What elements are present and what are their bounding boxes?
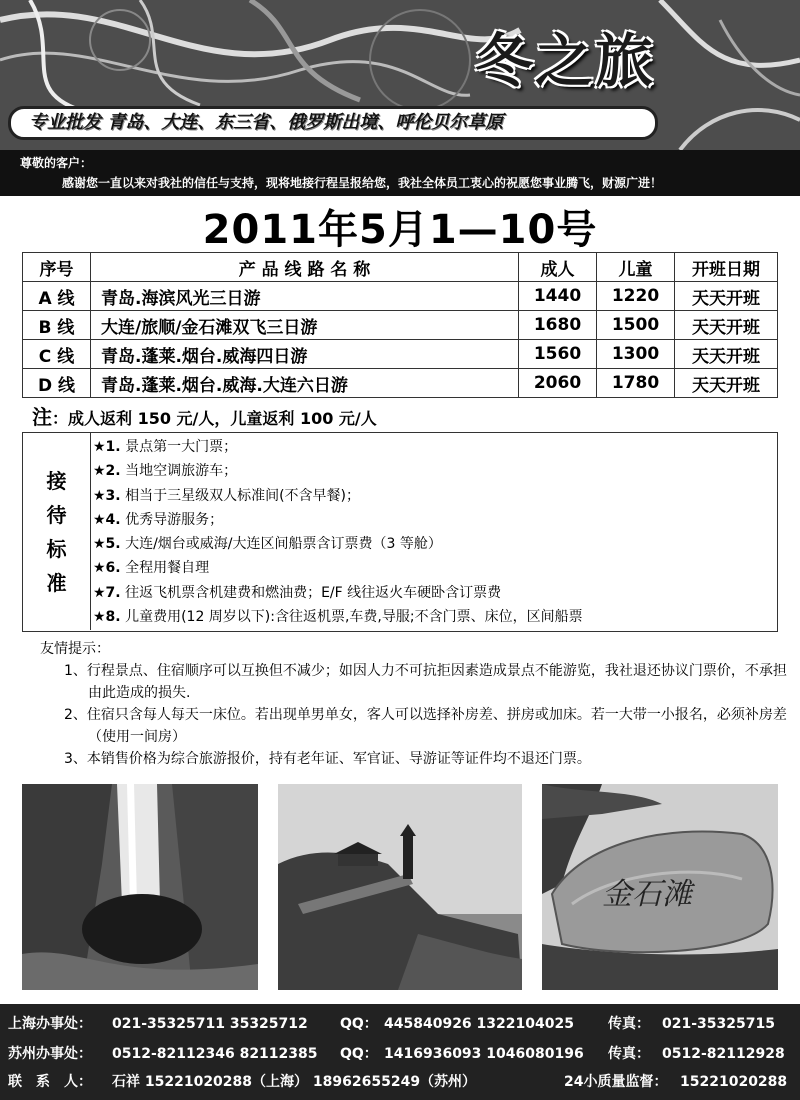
shanghai-phone: 021-35325711 35325712 xyxy=(112,1016,308,1032)
adult-price: 1560 xyxy=(519,340,597,369)
adult-price: 2060 xyxy=(519,369,597,398)
golden-pebble-beach-photo xyxy=(542,784,778,990)
item-text: 当地空调旅游车； xyxy=(120,463,238,480)
route-code: B 线 xyxy=(23,311,91,340)
item-number: ★6. xyxy=(93,560,121,577)
standards-label xyxy=(23,433,91,630)
list-item xyxy=(93,484,583,508)
note-label: 注 xyxy=(32,405,52,429)
waterfall-image xyxy=(22,784,258,990)
footer-contacts xyxy=(0,1004,800,1100)
item-text: 相当于三星级双人标准间(不含早餐)； xyxy=(120,487,360,504)
schedule: 天天开班 xyxy=(675,340,778,369)
note-text: ：成人返利 150 元/人，儿童返利 100 元/人 xyxy=(52,409,377,428)
shanghai-fax-label: 传真： xyxy=(608,1016,650,1032)
golden-pebble-beach-image xyxy=(542,784,778,990)
route-name: 青岛.蓬莱.烟台.威海.大连六日游 xyxy=(91,369,519,398)
standards-label-char: 待 xyxy=(46,502,67,527)
tip-item: 2、住宿只含每人每天一床位。若出现单男单女，客人可以选择补房差、拼房或加床。若一大带一小报名，必须补房差（使用一间房） xyxy=(64,707,787,745)
item-number: ★8. xyxy=(93,609,121,626)
standards-label-char: 标 xyxy=(46,536,67,561)
tips-title: 友情提示： xyxy=(40,641,110,657)
item-text: 优秀导游服务； xyxy=(120,511,224,528)
suzhou-qq-label: QQ： xyxy=(340,1046,378,1062)
coastal-fort-photo xyxy=(278,784,522,990)
route-code: C 线 xyxy=(23,340,91,369)
list-item xyxy=(93,459,583,483)
list-item xyxy=(93,508,583,532)
list-item xyxy=(93,605,583,629)
route-name: 青岛.海滨风光三日游 xyxy=(91,282,519,311)
table-row xyxy=(23,369,778,398)
child-price: 1500 xyxy=(597,311,675,340)
tip-item: 3、本销售价格为综合旅游报价，持有老年证、军官证、导游证等证件均不退还门票。 xyxy=(64,751,591,767)
route-name: 青岛.蓬莱.烟台.威海四日游 xyxy=(91,340,519,369)
coastal-fort-image xyxy=(278,784,522,990)
suzhou-qq: 1416936093 1046080196 xyxy=(384,1046,584,1062)
item-text: 往返飞机票含机建费和燃油费；E/F 线往返火车硬卧含订票费 xyxy=(120,584,502,601)
route-code: D 线 xyxy=(23,369,91,398)
item-text: 景点第一大门票； xyxy=(120,439,238,455)
header-name: 产 品 线 路 名 称 xyxy=(91,253,519,282)
child-price: 1300 xyxy=(597,340,675,369)
header xyxy=(0,0,800,150)
rock-inscription: 金石滩 xyxy=(602,877,692,912)
table-row xyxy=(23,340,778,369)
standards-label-char: 准 xyxy=(46,570,67,595)
shanghai-qq-label: QQ： xyxy=(340,1016,378,1032)
route-code: A 线 xyxy=(23,282,91,311)
business-banner: 专业批发 青岛、大连、东三省、俄罗斯出境、呼伦贝尔草原 xyxy=(8,106,658,140)
waterfall-photo xyxy=(22,784,258,990)
item-text: 全程用餐自理 xyxy=(120,560,210,577)
list-item xyxy=(93,435,583,459)
header-child: 儿童 xyxy=(597,253,675,282)
item-number: ★7. xyxy=(93,584,121,601)
header-schedule: 开班日期 xyxy=(675,253,778,282)
price-table xyxy=(22,252,778,398)
item-number: ★4. xyxy=(93,511,121,528)
child-price: 1220 xyxy=(597,282,675,311)
rebate-note xyxy=(22,402,778,432)
item-number: ★5. xyxy=(93,536,121,553)
schedule: 天天开班 xyxy=(675,369,778,398)
list-item xyxy=(93,532,583,556)
shanghai-label: 上海办事处： xyxy=(8,1016,92,1032)
item-text: 大连/烟台或威海/大连区间船票含订票费（3 等舱） xyxy=(120,536,442,553)
list-item xyxy=(93,556,583,580)
supervise-phone: 15221020288 xyxy=(680,1074,788,1090)
table-header-row xyxy=(23,253,778,282)
greeting-salutation: 尊敬的客户： xyxy=(20,156,93,170)
greeting-message: 感谢您一直以来对我社的信任与支持，现将地接行程呈报给您，我社全体员工衷心的祝愿您事业腾飞，财源广进！ xyxy=(62,176,663,190)
table-row xyxy=(23,311,778,340)
item-number: ★3. xyxy=(93,487,121,504)
item-text: 儿童费用(12 周岁以下):含往返机票,车费,导服;不含门票、床位，区间船票 xyxy=(120,609,583,626)
item-number: ★1. xyxy=(93,439,121,455)
table-row xyxy=(23,282,778,311)
tip-item: 1、行程景点、住宿顺序可以互换但不减少；如因人力不可抗拒因素造成景点不能游览，我社退还协议门票价，不承担由此造成的损失. xyxy=(64,663,787,701)
contact-person: 石祥 15221020288（上海） 18962655249（苏州） xyxy=(112,1074,477,1090)
header-adult: 成人 xyxy=(519,253,597,282)
adult-price: 1680 xyxy=(519,311,597,340)
service-standards xyxy=(22,432,778,632)
list-item xyxy=(93,581,583,605)
adult-price: 1440 xyxy=(519,282,597,311)
header-code: 序号 xyxy=(23,253,91,282)
brand-logo: 冬之旅 xyxy=(475,27,656,95)
date-title: 2011年5月1—10号 xyxy=(202,207,598,253)
route-name: 大连/旅顺/金石滩双飞三日游 xyxy=(91,311,519,340)
shanghai-qq: 445840926 1322104025 xyxy=(384,1016,574,1032)
item-number: ★2. xyxy=(93,463,121,480)
friendly-tips xyxy=(40,638,790,770)
standards-label-char: 接 xyxy=(46,468,67,493)
standards-list xyxy=(93,435,583,629)
shanghai-fax: 021-35325715 xyxy=(662,1016,775,1032)
suzhou-fax-label: 传真： xyxy=(608,1046,650,1062)
suzhou-label: 苏州办事处： xyxy=(8,1046,92,1062)
schedule: 天天开班 xyxy=(675,311,778,340)
child-price: 1780 xyxy=(597,369,675,398)
suzhou-fax: 0512-82112928 xyxy=(662,1046,785,1062)
supervise-label: 24小质量监督： xyxy=(564,1074,668,1090)
schedule: 天天开班 xyxy=(675,282,778,311)
suzhou-phone: 0512-82112346 82112385 xyxy=(112,1046,318,1062)
contact-label: 联 系 人： xyxy=(8,1074,92,1090)
greeting-bar xyxy=(0,150,800,196)
